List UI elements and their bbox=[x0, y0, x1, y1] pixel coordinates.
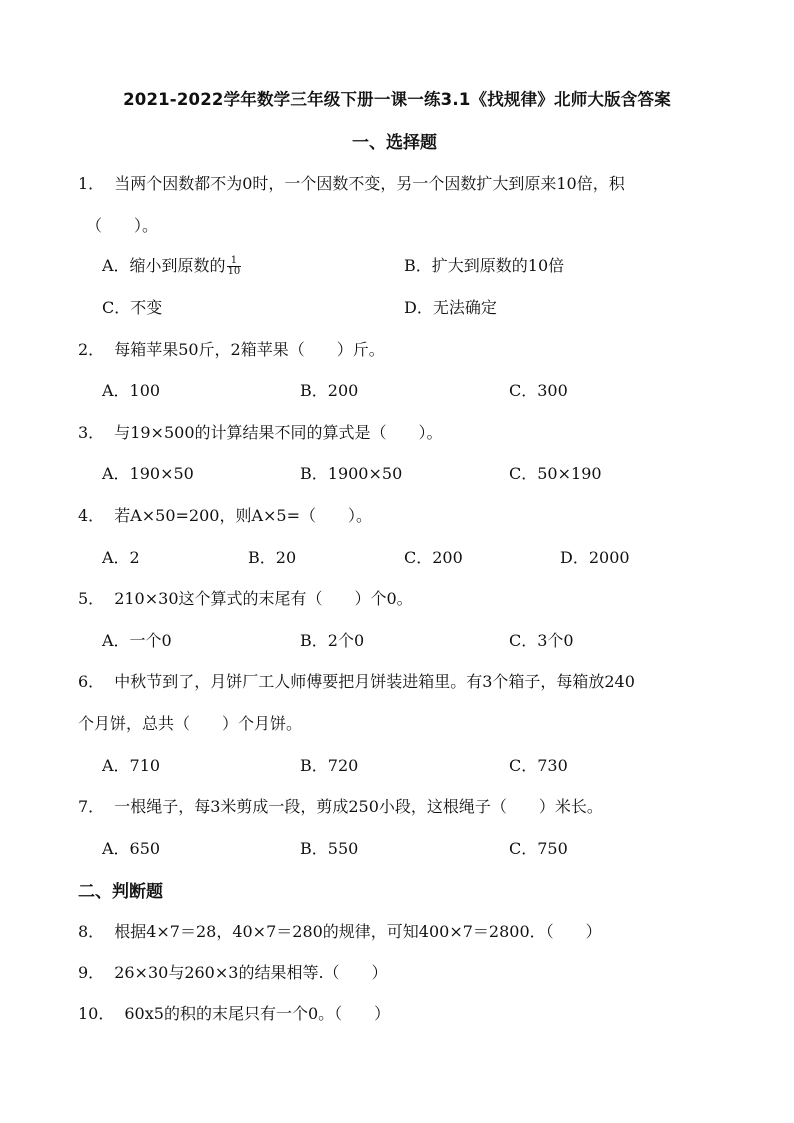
q3-option-c: C．50×190 bbox=[509, 464, 602, 483]
fraction-one-tenth bbox=[227, 256, 242, 277]
question-1-blank: （ ）。 bbox=[86, 216, 159, 235]
q6-option-b: B．720 bbox=[300, 756, 359, 775]
question-6-continued: 个月饼，总共（ ）个月饼。 bbox=[78, 714, 303, 733]
question-6 bbox=[78, 669, 635, 692]
question-text: 一根绳子，每3米剪成一段，剪成250小段，这根绳子（ ）米长。 bbox=[114, 797, 603, 816]
question-text: 若A×50=200，则A×5=（ ）。 bbox=[114, 506, 373, 525]
q3-option-b: B．1900×50 bbox=[300, 464, 403, 483]
question-text: 与19×500的计算结果不同的算式是（ ）。 bbox=[114, 423, 443, 442]
q2-option-c: C．300 bbox=[509, 381, 568, 400]
option-text: A．缩小到原数的 bbox=[102, 256, 226, 275]
q6-option-a: A．710 bbox=[102, 756, 161, 775]
q4-option-b: B．20 bbox=[248, 548, 297, 567]
q7-option-a: A．650 bbox=[102, 839, 161, 858]
q1-option-d: D．无法确定 bbox=[404, 298, 497, 317]
question-number: 5． bbox=[78, 589, 105, 608]
q7-option-c: C．750 bbox=[509, 839, 568, 858]
section-title-judgment: 二、判断题 bbox=[78, 882, 163, 902]
document-title: 2021-2022学年数学三年级下册一课一练3.1《找规律》北师大版含答案 bbox=[123, 90, 671, 109]
section-title-choice: 一、选择题 bbox=[352, 133, 437, 153]
question-number: 1． bbox=[78, 174, 105, 193]
question-text: 26×30与260×3的结果相等.（ ） bbox=[114, 963, 388, 982]
question-9 bbox=[78, 960, 388, 983]
q7-option-b: B．550 bbox=[300, 839, 359, 858]
question-8 bbox=[78, 919, 602, 942]
question-1 bbox=[78, 171, 625, 194]
q5-option-a: A．一个0 bbox=[102, 631, 172, 650]
question-text: 每箱苹果50斤，2箱苹果（ ）斤。 bbox=[114, 340, 385, 359]
q2-option-a: A．100 bbox=[102, 381, 161, 400]
question-7 bbox=[78, 794, 603, 817]
question-number: 6． bbox=[78, 672, 105, 691]
fraction-denominator: 10 bbox=[227, 266, 241, 277]
q5-option-c: C．3个0 bbox=[509, 631, 574, 650]
question-text: 当两个因数都不为0时，一个因数不变，另一个因数扩大到原来10倍，积 bbox=[114, 174, 625, 193]
question-number: 2． bbox=[78, 340, 105, 359]
question-text: 中秋节到了，月饼厂工人师傅要把月饼装进箱里。有3个箱子，每箱放240 bbox=[114, 672, 635, 691]
q2-option-b: B．200 bbox=[300, 381, 359, 400]
question-5 bbox=[78, 586, 413, 609]
q1-option-c: C．不变 bbox=[102, 298, 163, 317]
question-number: 10． bbox=[78, 1004, 115, 1023]
q4-option-a: A．2 bbox=[102, 548, 140, 567]
q1-option-a bbox=[102, 253, 241, 277]
question-text: 根据4×7＝28，40×7＝280的规律，可知400×7＝2800．（ ） bbox=[114, 922, 602, 941]
question-10 bbox=[78, 1001, 390, 1024]
q4-option-d: D．2000 bbox=[560, 548, 630, 567]
question-2 bbox=[78, 337, 385, 360]
q1-option-b: B．扩大到原数的10倍 bbox=[404, 256, 565, 275]
q3-option-a: A．190×50 bbox=[102, 464, 194, 483]
question-number: 8． bbox=[78, 922, 105, 941]
question-number: 4． bbox=[78, 506, 105, 525]
question-number: 9． bbox=[78, 963, 105, 982]
question-number: 3． bbox=[78, 423, 105, 442]
question-text: 60x5的积的末尾只有一个0。（ ） bbox=[124, 1004, 391, 1023]
question-number: 7． bbox=[78, 797, 105, 816]
q4-option-c: C．200 bbox=[404, 548, 463, 567]
question-text: 210×30这个算式的末尾有（ ）个0。 bbox=[114, 589, 413, 608]
fraction-numerator: 1 bbox=[227, 256, 242, 267]
question-3 bbox=[78, 420, 443, 443]
q6-option-c: C．730 bbox=[509, 756, 568, 775]
q5-option-b: B．2个0 bbox=[300, 631, 365, 650]
question-4 bbox=[78, 503, 372, 526]
